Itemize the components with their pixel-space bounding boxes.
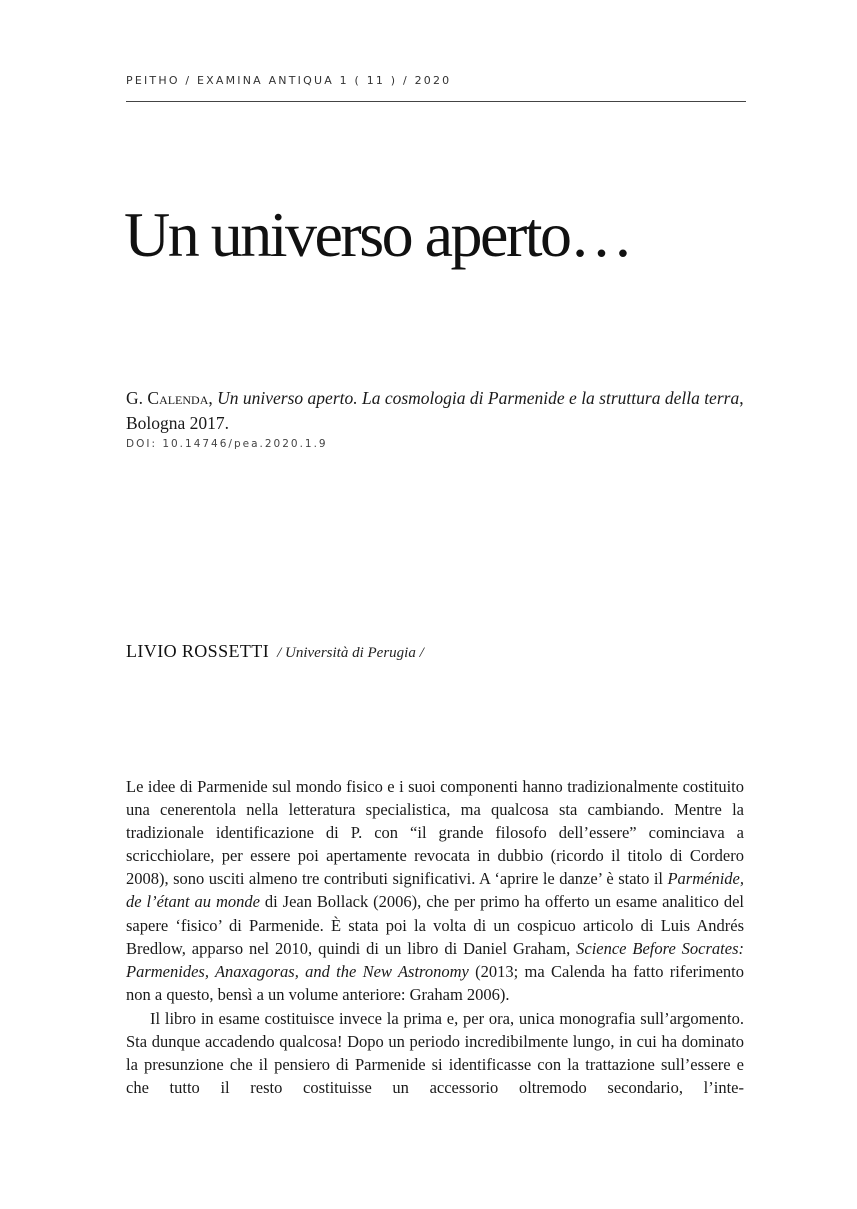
- doi: DOI: 10.14746/pea.2020.1.9: [126, 438, 328, 450]
- paragraph-1-italic-b: Science Before Socrates: Parmenides, Anaxagoras, and the New Astronomy: [126, 938, 744, 981]
- author-name: LIVIO ROSSETTI: [126, 641, 270, 661]
- paragraph-1-text-c: (2013; ma Calenda ha fatto riferimento non a questo, bensì a un volume anteriore: Graham 2006).: [126, 961, 744, 1004]
- author-line: [126, 641, 424, 662]
- reference-publication: , Bologna 2017.: [126, 388, 744, 433]
- header-rule: [126, 101, 746, 102]
- reference-comma: ,: [208, 388, 218, 408]
- book-reference: [126, 386, 750, 436]
- article-title: Un universo aperto…: [124, 199, 632, 270]
- paragraph-1: [126, 775, 744, 1006]
- body-text: [126, 775, 744, 1099]
- reference-book-title: Un universo aperto. La cosmologia di Parmenide e la struttura della terra: [217, 388, 740, 408]
- paragraph-1-italic-a: Parménide, de l’étant au monde: [126, 869, 744, 912]
- reference-author-initial: G.: [126, 388, 148, 408]
- paragraph-1-text-a: Le idee di Parmenide sul mondo fisico e i suoi componenti hanno tradizionalmente costituito una cenerentola nella letteratura specialistica, ma qualcosa sta cambiando. Mentre la tradizionale identificazione di P. con “il grande filosofo dell’essere” cominciava a scricchiolare, per essere poi apertamente revocata in dubbio (ricordo il titolo di Cordero 2008), sono usciti almeno tre contributi significativi. A ‘aprire le danze’ è stato il: [126, 777, 744, 889]
- running-head: PEITHO / EXAMINA ANTIQUA 1 ( 11 ) / 2020: [126, 74, 452, 87]
- author-affiliation: / Università di Perugia /: [277, 645, 424, 661]
- reference-author-surname: Calenda: [147, 388, 209, 408]
- paragraph-1-text-b: di Jean Bollack (2006), che per primo ha offerto un esame analitico del sapere ‘fisico’ di Parmenide. È stata poi la volta di un cospicuo articolo di Luis Andrés Bredlow, apparso nel 2010, quindi di un libro di Daniel Graham,: [126, 892, 744, 958]
- paragraph-2: Il libro in esame costituisce invece la prima e, per ora, unica monografia sull’argomento. Sta dunque accadendo qualcosa! Dopo un periodo incredibilmente lungo, in cui ha dominato la presunzione che il pensiero di Parmenide si identificasse con la trattazione sull’essere e che tutto il resto costituisse un accessorio oltremodo secondario, l’inte-: [126, 1008, 744, 1098]
